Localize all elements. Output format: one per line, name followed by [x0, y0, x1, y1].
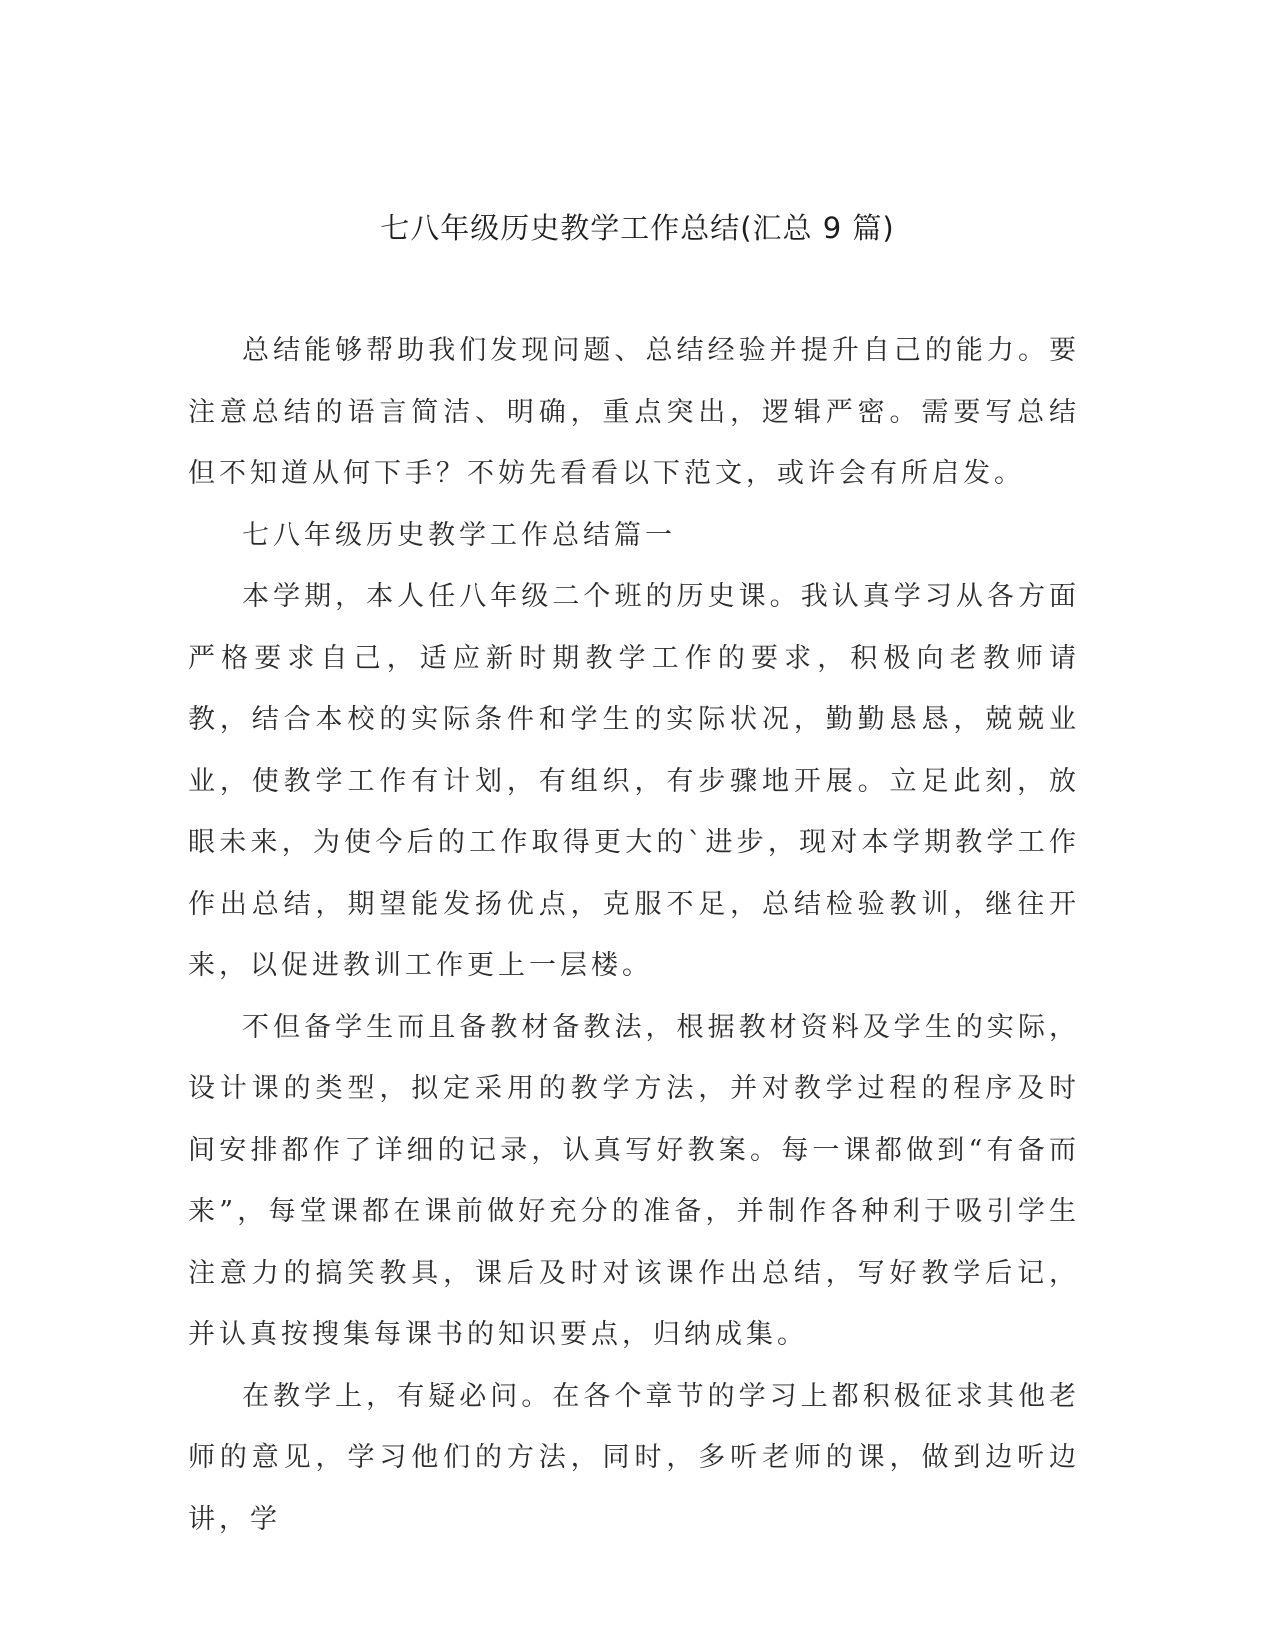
section-heading: 七八年级历史教学工作总结篇一: [242, 519, 676, 551]
body-paragraph: 在教学上，有疑必问。在各个章节的学习上都积极征求其他老师的意见，学习他们的方法，同时，多听老师的课，做到边听边讲，学: [188, 1380, 1080, 1535]
body-paragraph: 不但备学生而且备教材备教法，根据教材资料及学生的实际，设计课的类型，拟定采用的教学方法，并对教学过程的程序及时间安排都作了详细的记录，认真写好教案。每一课都做到“有备而来”，每堂课都在课前做好充分的准备，并制作各种利于吸引学生注意力的搞笑教具，课后及时对该课作出总结，写好教学后记，并认真按搜集每课书的知识要点，归纳成集。: [188, 1011, 1080, 1350]
intro-paragraph: 总结能够帮助我们发现问题、总结经验并提升自己的能力。要注意总结的语言简洁、明确，重点突出，逻辑严密。需要写总结但不知道从何下手？不妨先看看以下范文，或许会有所启发。: [188, 335, 1080, 489]
body-paragraph: 本学期，本人任八年级二个班的历史课。我认真学习从各方面严格要求自己，适应新时期教学工作的要求，积极向老教师请教，结合本校的实际条件和学生的实际状况，勤勤恳恳，兢兢业业，使教学工作有计划，有组织，有步骤地开展。立足此刻，放眼未来，为使今后的工作取得更大的`进步，现对本学期教学工作作出总结，期望能发扬优点，克服不足，总结检验教训，继往开来，以促进教训工作更上一层楼。: [188, 581, 1080, 981]
document-title: 七八年级历史教学工作总结(汇总 9 篇): [380, 211, 895, 245]
document-body: [188, 320, 1080, 1550]
